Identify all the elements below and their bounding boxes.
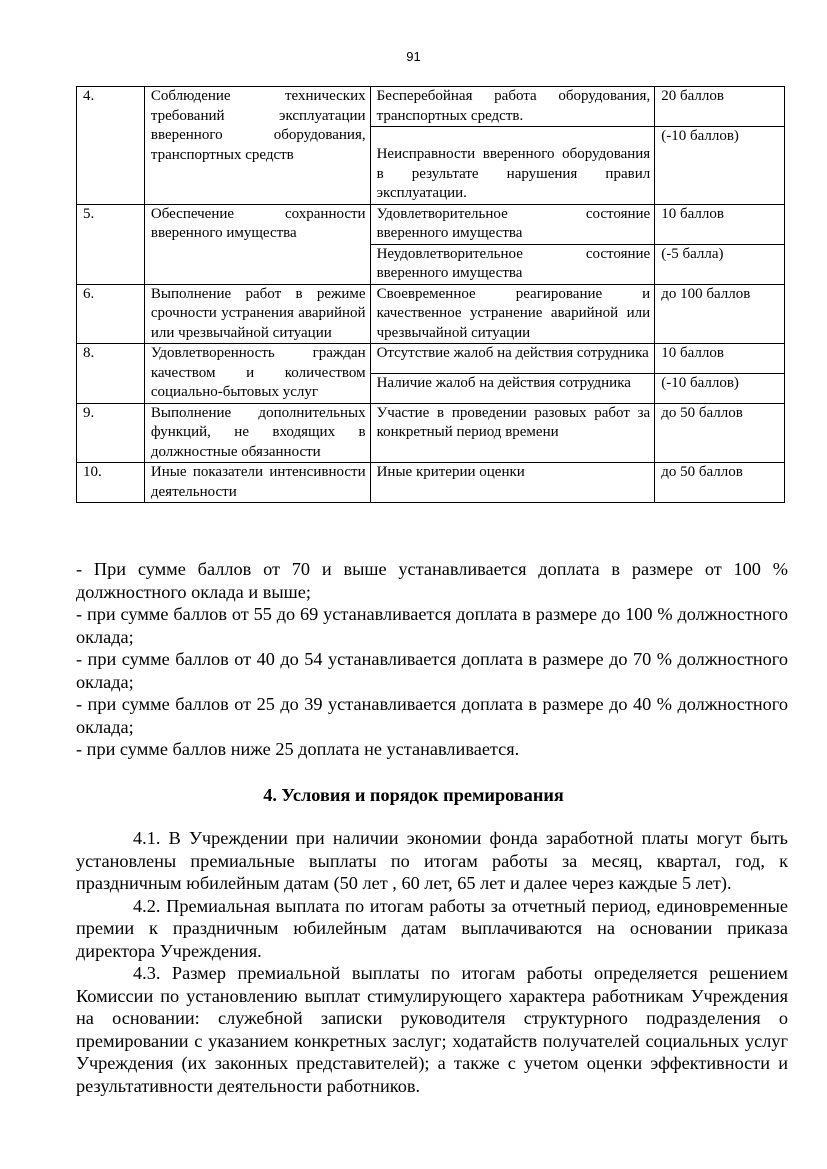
table-row xyxy=(77,204,785,244)
points-cell: 10 баллов xyxy=(655,344,785,374)
paragraph: 4.3. Размер премиальной выплаты по итогам работы определяется решением Комиссии по установлению выплат стимулирующего характера работникам Учреждения на основании: служебной записки руководителя структурного подразделения о премировании с указанием конкретных заслуг; ходатайств получателей социальных услуг Учреждения (их законных представителей); а также с учетом оценки эффективности и результативности деятельности работников. xyxy=(76,963,788,1096)
points-cell: 10 баллов xyxy=(655,204,785,244)
criterion-cell: Выполнение работ в режиме срочности устранения аварийной или чрезвычайной ситуации xyxy=(144,284,370,344)
points-cell: (-5 балла) xyxy=(655,244,785,284)
row-number: 4. xyxy=(77,87,145,205)
table-row xyxy=(77,344,785,374)
indicator-cell: Удовлетворительное состояние вверенного имущества xyxy=(370,204,655,244)
row-number: 9. xyxy=(77,403,145,463)
table-row xyxy=(77,284,785,344)
row-number: 6. xyxy=(77,284,145,344)
criterion-cell: Выполнение дополнительных функций, не входящих в должностные обязанности xyxy=(144,403,370,463)
indicator-cell: Иные критерии оценки xyxy=(370,463,655,503)
criterion-cell: Обеспечение сохранности вверенного имущества xyxy=(144,204,370,284)
criterion-cell: Иные показатели интенсивности деятельности xyxy=(144,463,370,503)
criterion-cell: Соблюдение технических требований эксплуатации вверенного оборудования, транспортных средств xyxy=(144,87,370,205)
indicator-cell: Участие в проведении разовых работ за конкретный период времени xyxy=(370,403,655,463)
points-cell: 20 баллов xyxy=(655,87,785,127)
rule-item: - при сумме баллов ниже 25 доплата не устанавливается. xyxy=(76,739,520,759)
indicator-cell: Отсутствие жалоб на действия сотрудника xyxy=(370,344,655,374)
rule-item: - при сумме баллов от 40 до 54 устанавливается доплата в размере до 70 % должностного оклада; xyxy=(76,649,788,692)
criterion-cell: Удовлетворенность граждан качеством и количеством социально-бытовых услуг xyxy=(144,344,370,404)
table-row xyxy=(77,403,785,463)
points-cell: (-10 баллов) xyxy=(655,373,785,403)
section-body xyxy=(76,827,788,1097)
criteria-table xyxy=(76,86,785,503)
row-number: 5. xyxy=(77,204,145,284)
rule-item: - При сумме баллов от 70 и выше устанавливается доплата в размере от 100 % должностного оклада и выше; xyxy=(76,559,788,602)
section-heading: 4. Условия и порядок премирования xyxy=(263,785,564,805)
indicator-cell: Своевременное реагирование и качественное устранение аварийной или чрезвычайной ситуации xyxy=(370,284,655,344)
rule-item: - при сумме баллов от 55 до 69 устанавливается доплата в размере до 100 % должностного оклада; xyxy=(76,604,788,647)
indicator-cell: Бесперебойная работа оборудования, транспортных средств. xyxy=(370,87,655,127)
table-row xyxy=(77,87,785,127)
paragraph: 4.2. Премиальная выплата по итогам работы за отчетный период, единовременные премии к праздничным юбилейным датам выплачиваются на основании приказа директора Учреждения. xyxy=(76,895,788,961)
page-number: 91 xyxy=(406,49,421,64)
points-cell: до 50 баллов xyxy=(655,463,785,503)
indicator-cell: Неисправности вверенного оборудования в результате нарушения правил эксплуатации. xyxy=(370,127,655,205)
row-number: 10. xyxy=(77,463,145,503)
paragraph: 4.1. В Учреждении при наличии экономии фонда заработной платы могут быть установлены премиальные выплаты по итогам работы за месяц, квартал, год, к праздничным юбилейным датам (50 лет , 60 лет, 65 лет и далее через каждые 5 лет). xyxy=(76,828,788,893)
points-cell: до 50 баллов xyxy=(655,403,785,463)
points-cell: (-10 баллов) xyxy=(655,127,785,205)
row-number: 8. xyxy=(77,344,145,404)
indicator-cell: Неудовлетворительное состояние вверенного имущества xyxy=(370,244,655,284)
indicator-cell: Наличие жалоб на действия сотрудника xyxy=(370,373,655,403)
rule-item: - при сумме баллов от 25 до 39 устанавливается доплата в размере до 40 % должностного оклада; xyxy=(76,694,788,737)
table-row xyxy=(77,463,785,503)
bonus-rules-list xyxy=(76,558,788,761)
points-cell: до 100 баллов xyxy=(655,284,785,344)
